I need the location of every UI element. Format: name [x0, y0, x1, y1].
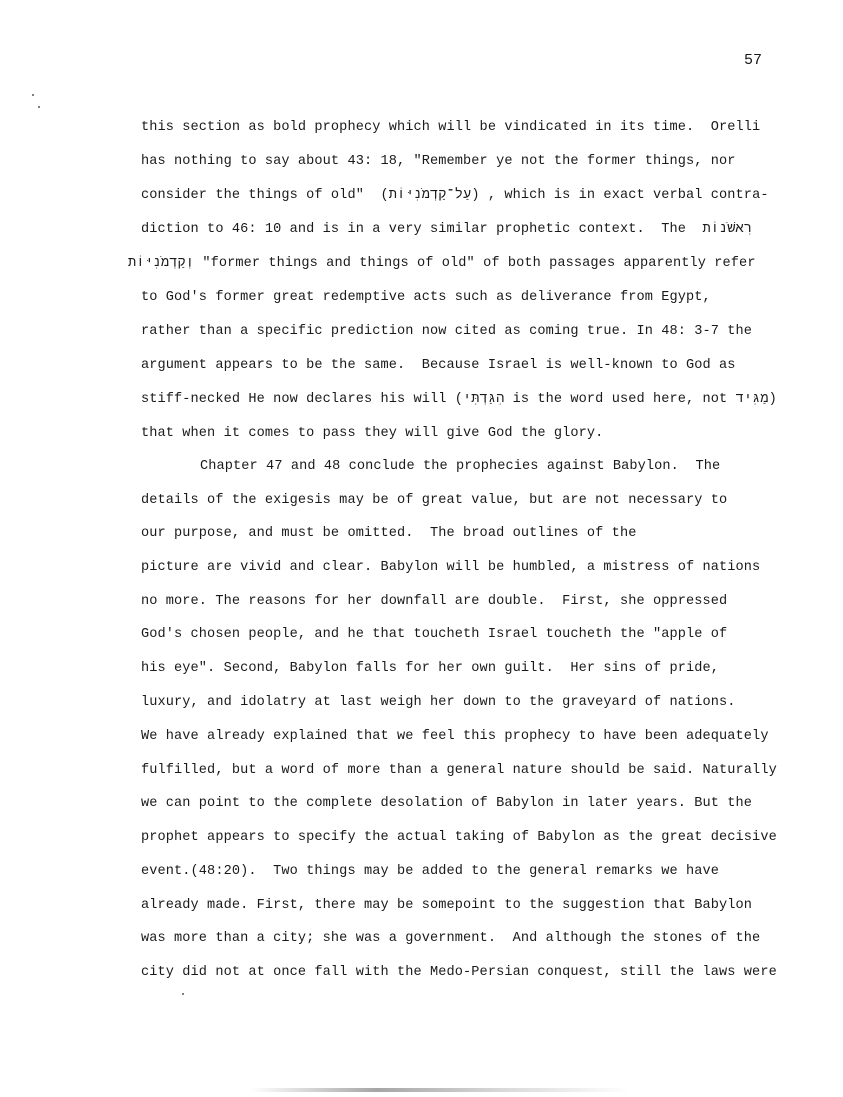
text-line-24: already made. First, there may be somepoint to the suggestion that Babylon [141, 898, 753, 913]
text-line-11: Chapter 47 and 48 conclude the prophecies against Babylon. The [200, 459, 721, 474]
text-line-4: diction to 46: 10 and is in a very similar prophetic context. The רִאשֹׁנוֹת [141, 222, 753, 237]
text-line-21: we can point to the complete desolation of Babylon in later years. But the [141, 796, 753, 811]
text-line-16: God's chosen people, and he that toucheth Israel toucheth the "apple of [141, 627, 728, 642]
text-line-10: that when it comes to pass they will give God the glory. [141, 426, 604, 441]
text-line-26: city did not at once fall with the Medo-Persian conquest, still the laws were [141, 965, 777, 980]
text-line-13: our purpose, and must be omitted. The broad outlines of the [141, 526, 637, 541]
text-line-8: argument appears to be the same. Because Israel is well-known to God as [141, 358, 736, 373]
text-line-6: to God's former great redemptive acts such as deliverance from Egypt, [141, 290, 711, 305]
text-line-17: his eye". Second, Babylon falls for her own guilt. Her sins of pride, [141, 661, 720, 676]
scan-speck [38, 106, 40, 108]
scan-speck [32, 94, 34, 96]
text-line-1: this section as bold prophecy which will be vindicated in its time. Orelli [141, 120, 761, 135]
text-line-20: fulfilled, but a word of more than a general nature should be said. Naturally [141, 763, 777, 778]
text-line-3: consider the things of old" (עַל־קַדְמֹנִיּוֹת) , which is in exact verbal contra- [141, 188, 769, 203]
text-line-22: prophet appears to specify the actual taking of Babylon as the great decisive [141, 830, 777, 845]
text-line-9: stiff-necked He now declares his will (הִגַּדְתִּי is the word used here, not מַגִּיד) [141, 392, 777, 407]
text-line-5: וְקַדְמֹנִיּוֹת "former things and things of old" of both passages apparently refer [128, 256, 756, 271]
page-number: 57 [744, 52, 763, 69]
scan-smudge [250, 1088, 630, 1092]
text-line-14: picture are vivid and clear. Babylon will be humbled, a mistress of nations [141, 560, 761, 575]
text-line-12: details of the exigesis may be of great value, but are not necessary to [141, 493, 728, 508]
text-line-7: rather than a specific prediction now cited as coming true. In 48: 3-7 the [141, 324, 753, 339]
text-line-18: luxury, and idolatry at last weigh her down to the graveyard of nations. [141, 695, 736, 710]
text-line-2: has nothing to say about 43: 18, "Remember ye not the former things, nor [141, 154, 736, 169]
text-line-15: no more. The reasons for her downfall are double. First, she oppressed [141, 594, 728, 609]
text-line-25: was more than a city; she was a government. And although the stones of the [141, 931, 761, 946]
scan-speck [182, 993, 184, 995]
text-line-19: We have already explained that we feel this prophecy to have been adequately [141, 729, 769, 744]
text-line-23: event.(48:20). Two things may be added to the general remarks we have [141, 864, 720, 879]
